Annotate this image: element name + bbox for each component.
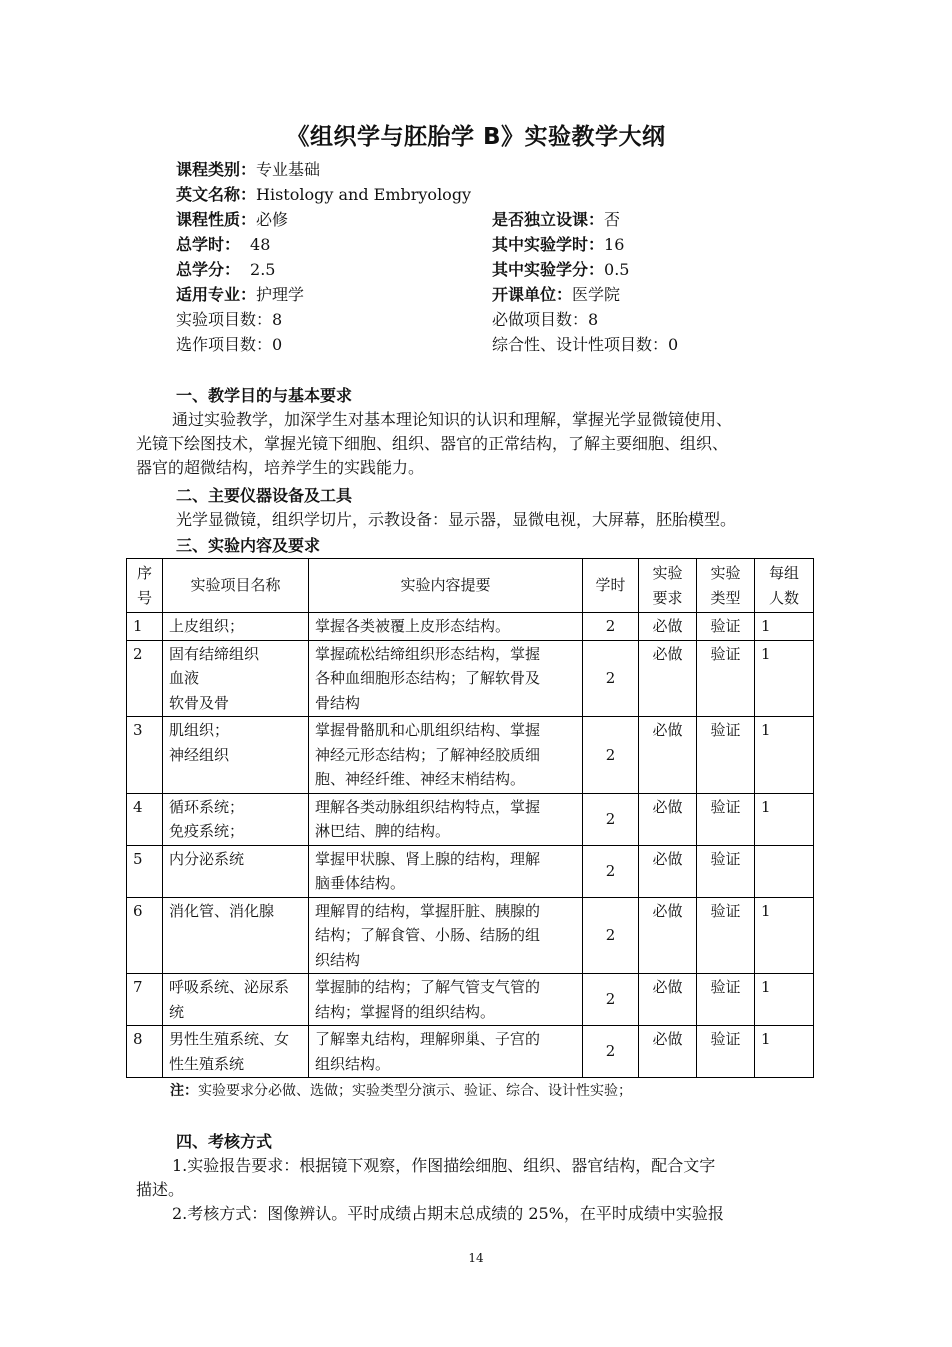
cell-no: 6 xyxy=(127,897,163,974)
cell-type: 验证 xyxy=(697,897,755,974)
cell-req: 必做 xyxy=(639,717,697,794)
cell-name: 呼吸系统、泌尿系 统 xyxy=(163,974,309,1026)
cell-no: 2 xyxy=(127,640,163,717)
header-content: 实验内容提要 xyxy=(309,559,583,613)
offering-dept-label: 开课单位： xyxy=(492,285,573,304)
elective-count: 选作项目数：0 xyxy=(176,335,283,354)
cell-hours: 2 xyxy=(583,613,639,641)
cell-type: 验证 xyxy=(697,640,755,717)
cell-no: 7 xyxy=(127,974,163,1026)
experiment-table xyxy=(126,558,814,1078)
cell-type: 验证 xyxy=(697,845,755,897)
table-note xyxy=(170,1081,632,1101)
cell-hours: 2 xyxy=(583,640,639,717)
cell-group xyxy=(755,845,814,897)
cell-req: 必做 xyxy=(639,1026,697,1078)
header-name: 实验项目名称 xyxy=(163,559,309,613)
table-row xyxy=(127,717,814,794)
design-count: 综合性、设计性项目数：0 xyxy=(492,335,679,354)
cell-content: 掌握各类被覆上皮形态结构。 xyxy=(309,613,583,641)
header-seq: 序 号 xyxy=(127,559,163,613)
english-name-value: Histology and Embryology xyxy=(256,185,472,204)
section1-line1: 通过实验教学，加深学生对基本理论知识的认识和理解，掌握光学显微镜使用、 xyxy=(172,410,733,429)
item-count: 实验项目数：8 xyxy=(176,310,283,329)
independent-course-label: 是否独立设课： xyxy=(492,210,605,229)
section4-heading: 四、考核方式 xyxy=(176,1132,273,1151)
applicable-major-value: 护理学 xyxy=(256,285,305,304)
offering-dept xyxy=(492,282,620,307)
cell-content: 掌握疏松结缔组织形态结构，掌握 各种血细胞形态结构；了解软骨及 骨结构 xyxy=(309,640,583,717)
section4-item1-line1: 1.实验报告要求：根据镜下观察，作图描绘细胞、组织、器官结构，配合文字 xyxy=(172,1156,716,1175)
cell-hours: 2 xyxy=(583,974,639,1026)
independent-course-value: 否 xyxy=(604,210,621,229)
cell-content: 理解胃的结构，掌握肝脏、胰腺的 结构；了解食管、小肠、结肠的组 织结构 xyxy=(309,897,583,974)
total-credits xyxy=(176,257,275,282)
course-type-label: 课程类别： xyxy=(176,160,257,179)
cell-req: 必做 xyxy=(639,793,697,845)
cell-content: 了解睾丸结构，理解卵巢、子宫的 组织结构。 xyxy=(309,1026,583,1078)
cell-req: 必做 xyxy=(639,974,697,1026)
applicable-major xyxy=(176,282,304,307)
cell-no: 4 xyxy=(127,793,163,845)
lab-hours-label: 其中实验学时： xyxy=(492,235,605,254)
cell-group: 1 xyxy=(755,640,814,717)
cell-name: 消化管、消化腺 xyxy=(163,897,309,974)
total-hours-label: 总学时： xyxy=(176,235,241,254)
section3-heading: 三、实验内容及要求 xyxy=(176,536,321,555)
cell-group: 1 xyxy=(755,1026,814,1078)
section1-heading: 一、教学目的与基本要求 xyxy=(176,386,353,405)
cell-req: 必做 xyxy=(639,897,697,974)
header-hours: 学时 xyxy=(583,559,639,613)
table-row xyxy=(127,974,814,1026)
section1-line2: 光镜下绘图技术，掌握光镜下细胞、组织、器官的正常结构，了解主要细胞、组织、 xyxy=(136,434,729,453)
cell-type: 验证 xyxy=(697,974,755,1026)
table-row xyxy=(127,845,814,897)
total-hours xyxy=(176,232,270,257)
cell-no: 3 xyxy=(127,717,163,794)
cell-content: 掌握甲状腺、肾上腺的结构，理解 脑垂体结构。 xyxy=(309,845,583,897)
note-text: 实验要求分必做、选做；实验类型分演示、验证、综合、设计性实验； xyxy=(198,1083,632,1099)
course-nature xyxy=(176,207,288,232)
cell-name: 内分泌系统 xyxy=(163,845,309,897)
cell-content: 理解各类动脉组织结构特点，掌握 淋巴结、脾的结构。 xyxy=(309,793,583,845)
section2-text: 光学显微镜，组织学切片，示教设备：显示器，显微电视，大屏幕，胚胎模型。 xyxy=(176,510,737,529)
course-type-value: 专业基础 xyxy=(256,160,321,179)
section4-body xyxy=(136,1154,836,1226)
document-title: 《组织学与胚胎学 B》实验教学大纲 xyxy=(286,124,666,150)
cell-type: 验证 xyxy=(697,717,755,794)
section1-body xyxy=(136,408,836,480)
section1-line3: 器官的超微结构，培养学生的实践能力。 xyxy=(136,458,425,477)
lab-credits xyxy=(492,257,629,282)
lab-credits-label: 其中实验学分： xyxy=(492,260,605,279)
english-name-label: 英文名称： xyxy=(176,185,257,204)
cell-content: 掌握骨骼肌和心肌组织结构、掌握 神经元形态结构；了解神经胶质细 胞、神经纤维、神经末梢结构。 xyxy=(309,717,583,794)
cell-group: 1 xyxy=(755,793,814,845)
cell-group: 1 xyxy=(755,897,814,974)
cell-hours: 2 xyxy=(583,717,639,794)
cell-name: 循环系统； 免疫系统； xyxy=(163,793,309,845)
cell-hours: 2 xyxy=(583,897,639,974)
cell-no: 5 xyxy=(127,845,163,897)
table-row xyxy=(127,613,814,641)
cell-group: 1 xyxy=(755,613,814,641)
cell-name: 上皮组织； xyxy=(163,613,309,641)
cell-no: 8 xyxy=(127,1026,163,1078)
cell-group: 1 xyxy=(755,974,814,1026)
applicable-major-label: 适用专业： xyxy=(176,285,257,304)
cell-type: 验证 xyxy=(697,793,755,845)
table-row xyxy=(127,1026,814,1078)
cell-group: 1 xyxy=(755,717,814,794)
required-count: 必做项目数：8 xyxy=(492,310,599,329)
lab-credits-value: 0.5 xyxy=(604,260,630,279)
section4-item1-line2: 描述。 xyxy=(136,1180,185,1199)
cell-name: 肌组织； 神经组织 xyxy=(163,717,309,794)
table-row xyxy=(127,897,814,974)
table-row xyxy=(127,640,814,717)
course-type xyxy=(176,157,320,182)
cell-req: 必做 xyxy=(639,845,697,897)
cell-type: 验证 xyxy=(697,1026,755,1078)
cell-req: 必做 xyxy=(639,640,697,717)
offering-dept-value: 医学院 xyxy=(572,285,621,304)
section4-item2: 2.考核方式：图像辨认。平时成绩占期末总成绩的 25%，在平时成绩中实验报 xyxy=(172,1204,724,1223)
english-name xyxy=(176,182,471,207)
lab-hours xyxy=(492,232,624,257)
course-nature-value: 必修 xyxy=(256,210,289,229)
table-header-row xyxy=(127,559,814,613)
cell-hours: 2 xyxy=(583,793,639,845)
independent-course xyxy=(492,207,620,232)
header-type: 实验 类型 xyxy=(697,559,755,613)
lab-hours-value: 16 xyxy=(604,235,625,254)
table-row xyxy=(127,793,814,845)
cell-type: 验证 xyxy=(697,613,755,641)
header-req: 实验 要求 xyxy=(639,559,697,613)
cell-hours: 2 xyxy=(583,845,639,897)
header-group: 每组 人数 xyxy=(755,559,814,613)
cell-name: 固有结缔组织 血液 软骨及骨 xyxy=(163,640,309,717)
cell-name: 男性生殖系统、女 性生殖系统 xyxy=(163,1026,309,1078)
total-hours-value: 48 xyxy=(250,235,271,254)
total-credits-label: 总学分： xyxy=(176,260,241,279)
cell-hours: 2 xyxy=(583,1026,639,1078)
page-number: 14 xyxy=(468,1251,484,1265)
total-credits-value: 2.5 xyxy=(250,260,276,279)
note-label: 注： xyxy=(170,1083,198,1099)
cell-content: 掌握肺的结构；了解气管支气管的 结构；掌握肾的组织结构。 xyxy=(309,974,583,1026)
section2-heading: 二、主要仪器设备及工具 xyxy=(176,486,353,505)
cell-no: 1 xyxy=(127,613,163,641)
course-nature-label: 课程性质： xyxy=(176,210,257,229)
cell-req: 必做 xyxy=(639,613,697,641)
